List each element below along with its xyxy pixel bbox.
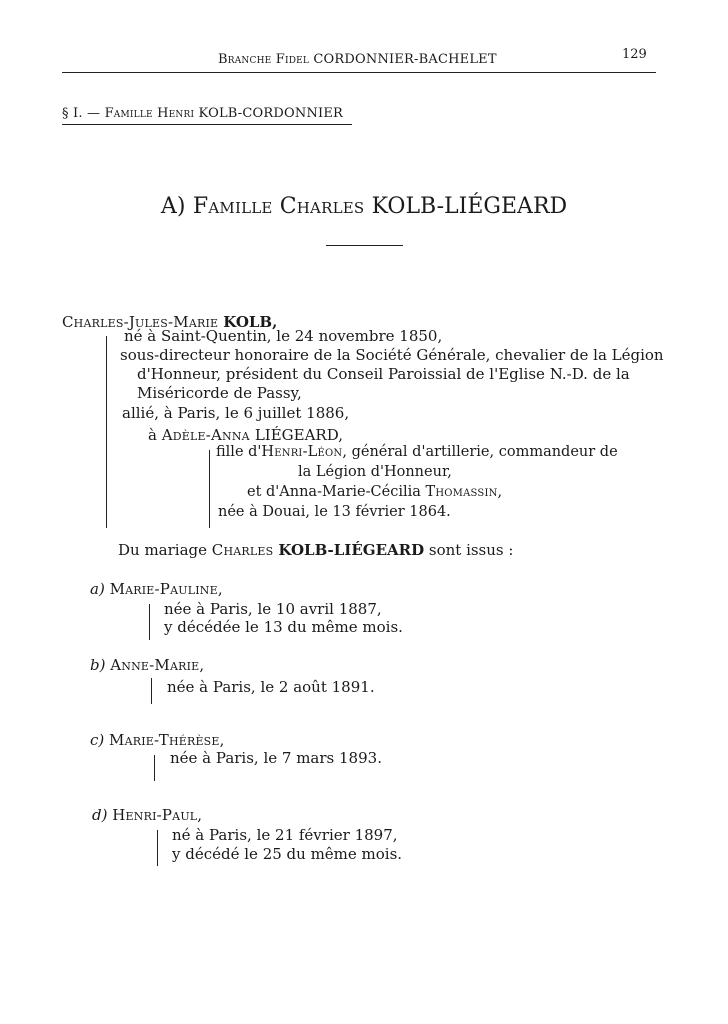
spouse-surname: LIÉGEARD, — [254, 426, 343, 444]
title-rule — [326, 245, 403, 246]
child-line: née à Paris, le 10 avril 1887, — [164, 600, 382, 618]
family-title-surname: KOLB-LIÉGEARD — [371, 194, 568, 219]
spouse-line3-a: et d'Anna-Marie-Cécilia — [247, 484, 426, 500]
child-line: né à Paris, le 21 février 1897, — [172, 826, 398, 844]
spouse-line — [247, 484, 502, 500]
running-header: Branche Fidel CORDONNIER-BACHELET — [218, 52, 497, 67]
child-name: Anne-Marie, — [110, 656, 205, 674]
child-bracket — [151, 678, 152, 704]
child-line: née à Paris, le 2 août 1891. — [167, 678, 375, 696]
child-bracket — [157, 830, 158, 866]
child-line: née à Paris, le 7 mars 1893. — [170, 749, 382, 767]
child-bracket — [154, 755, 155, 781]
page-number: 129 — [622, 47, 647, 62]
spouse-line: la Légion d'Honneur, — [298, 464, 452, 480]
person-given-names: Charles-Jules-Marie — [62, 313, 224, 331]
person-surname: KOLB, — [223, 313, 278, 331]
spouse-given: Adèle-Anna — [161, 426, 255, 444]
person-bracket — [106, 336, 107, 528]
spouse-bracket — [209, 450, 210, 528]
spouse-prefix: à — [148, 426, 162, 444]
child-letter: d) — [92, 806, 108, 824]
child-line: y décédé le 25 du même mois. — [172, 845, 403, 863]
issue-intro — [118, 541, 513, 559]
child-bracket — [149, 604, 150, 640]
child-name: Marie-Thérèse, — [109, 731, 225, 749]
header-rule — [62, 72, 656, 73]
issue-intro-surname: KOLB-LIÉGEARD — [278, 541, 425, 559]
child-entry — [90, 656, 204, 674]
person-line: d'Honneur, président du Conseil Paroissial de l'Eglise N.-D. de la — [137, 365, 630, 383]
issue-intro-a: Du mariage — [118, 541, 212, 559]
section-underline — [62, 124, 352, 125]
spouse-name — [148, 426, 343, 444]
spouse-line1-a: fille d' — [216, 444, 262, 460]
person-line: Miséricorde de Passy, — [137, 384, 302, 402]
spouse-father: Henri-Léon — [261, 444, 343, 460]
spouse-mother: Thomassin, — [425, 484, 503, 500]
person-line: sous-directeur honoraire de la Société Générale, chevalier de la Légion — [120, 346, 664, 364]
section-heading: § I. — Famille Henri KOLB-CORDONNIER — [62, 106, 344, 121]
child-name: Henri-Paul, — [112, 806, 203, 824]
child-letter: a) — [90, 580, 105, 598]
child-name: Marie-Pauline, — [109, 580, 223, 598]
child-letter: c) — [90, 731, 105, 749]
issue-intro-b: sont issus : — [424, 541, 514, 559]
spouse-line1-b: , général d'artillerie, commandeur de — [342, 444, 618, 460]
child-entry — [92, 806, 202, 824]
spouse-line — [216, 444, 618, 460]
issue-intro-given: Charles — [211, 541, 279, 559]
child-letter: b) — [90, 656, 106, 674]
family-title-prefix: A) Famille Charles — [160, 194, 372, 219]
child-entry — [90, 731, 225, 749]
person-line: né à Saint-Quentin, le 24 novembre 1850, — [124, 327, 443, 345]
child-line: y décédée le 13 du même mois. — [164, 618, 403, 636]
child-entry — [90, 580, 223, 598]
person-line: allié, à Paris, le 6 juillet 1886, — [122, 404, 350, 422]
spouse-line: née à Douai, le 13 février 1864. — [218, 504, 451, 520]
family-title — [0, 194, 728, 219]
